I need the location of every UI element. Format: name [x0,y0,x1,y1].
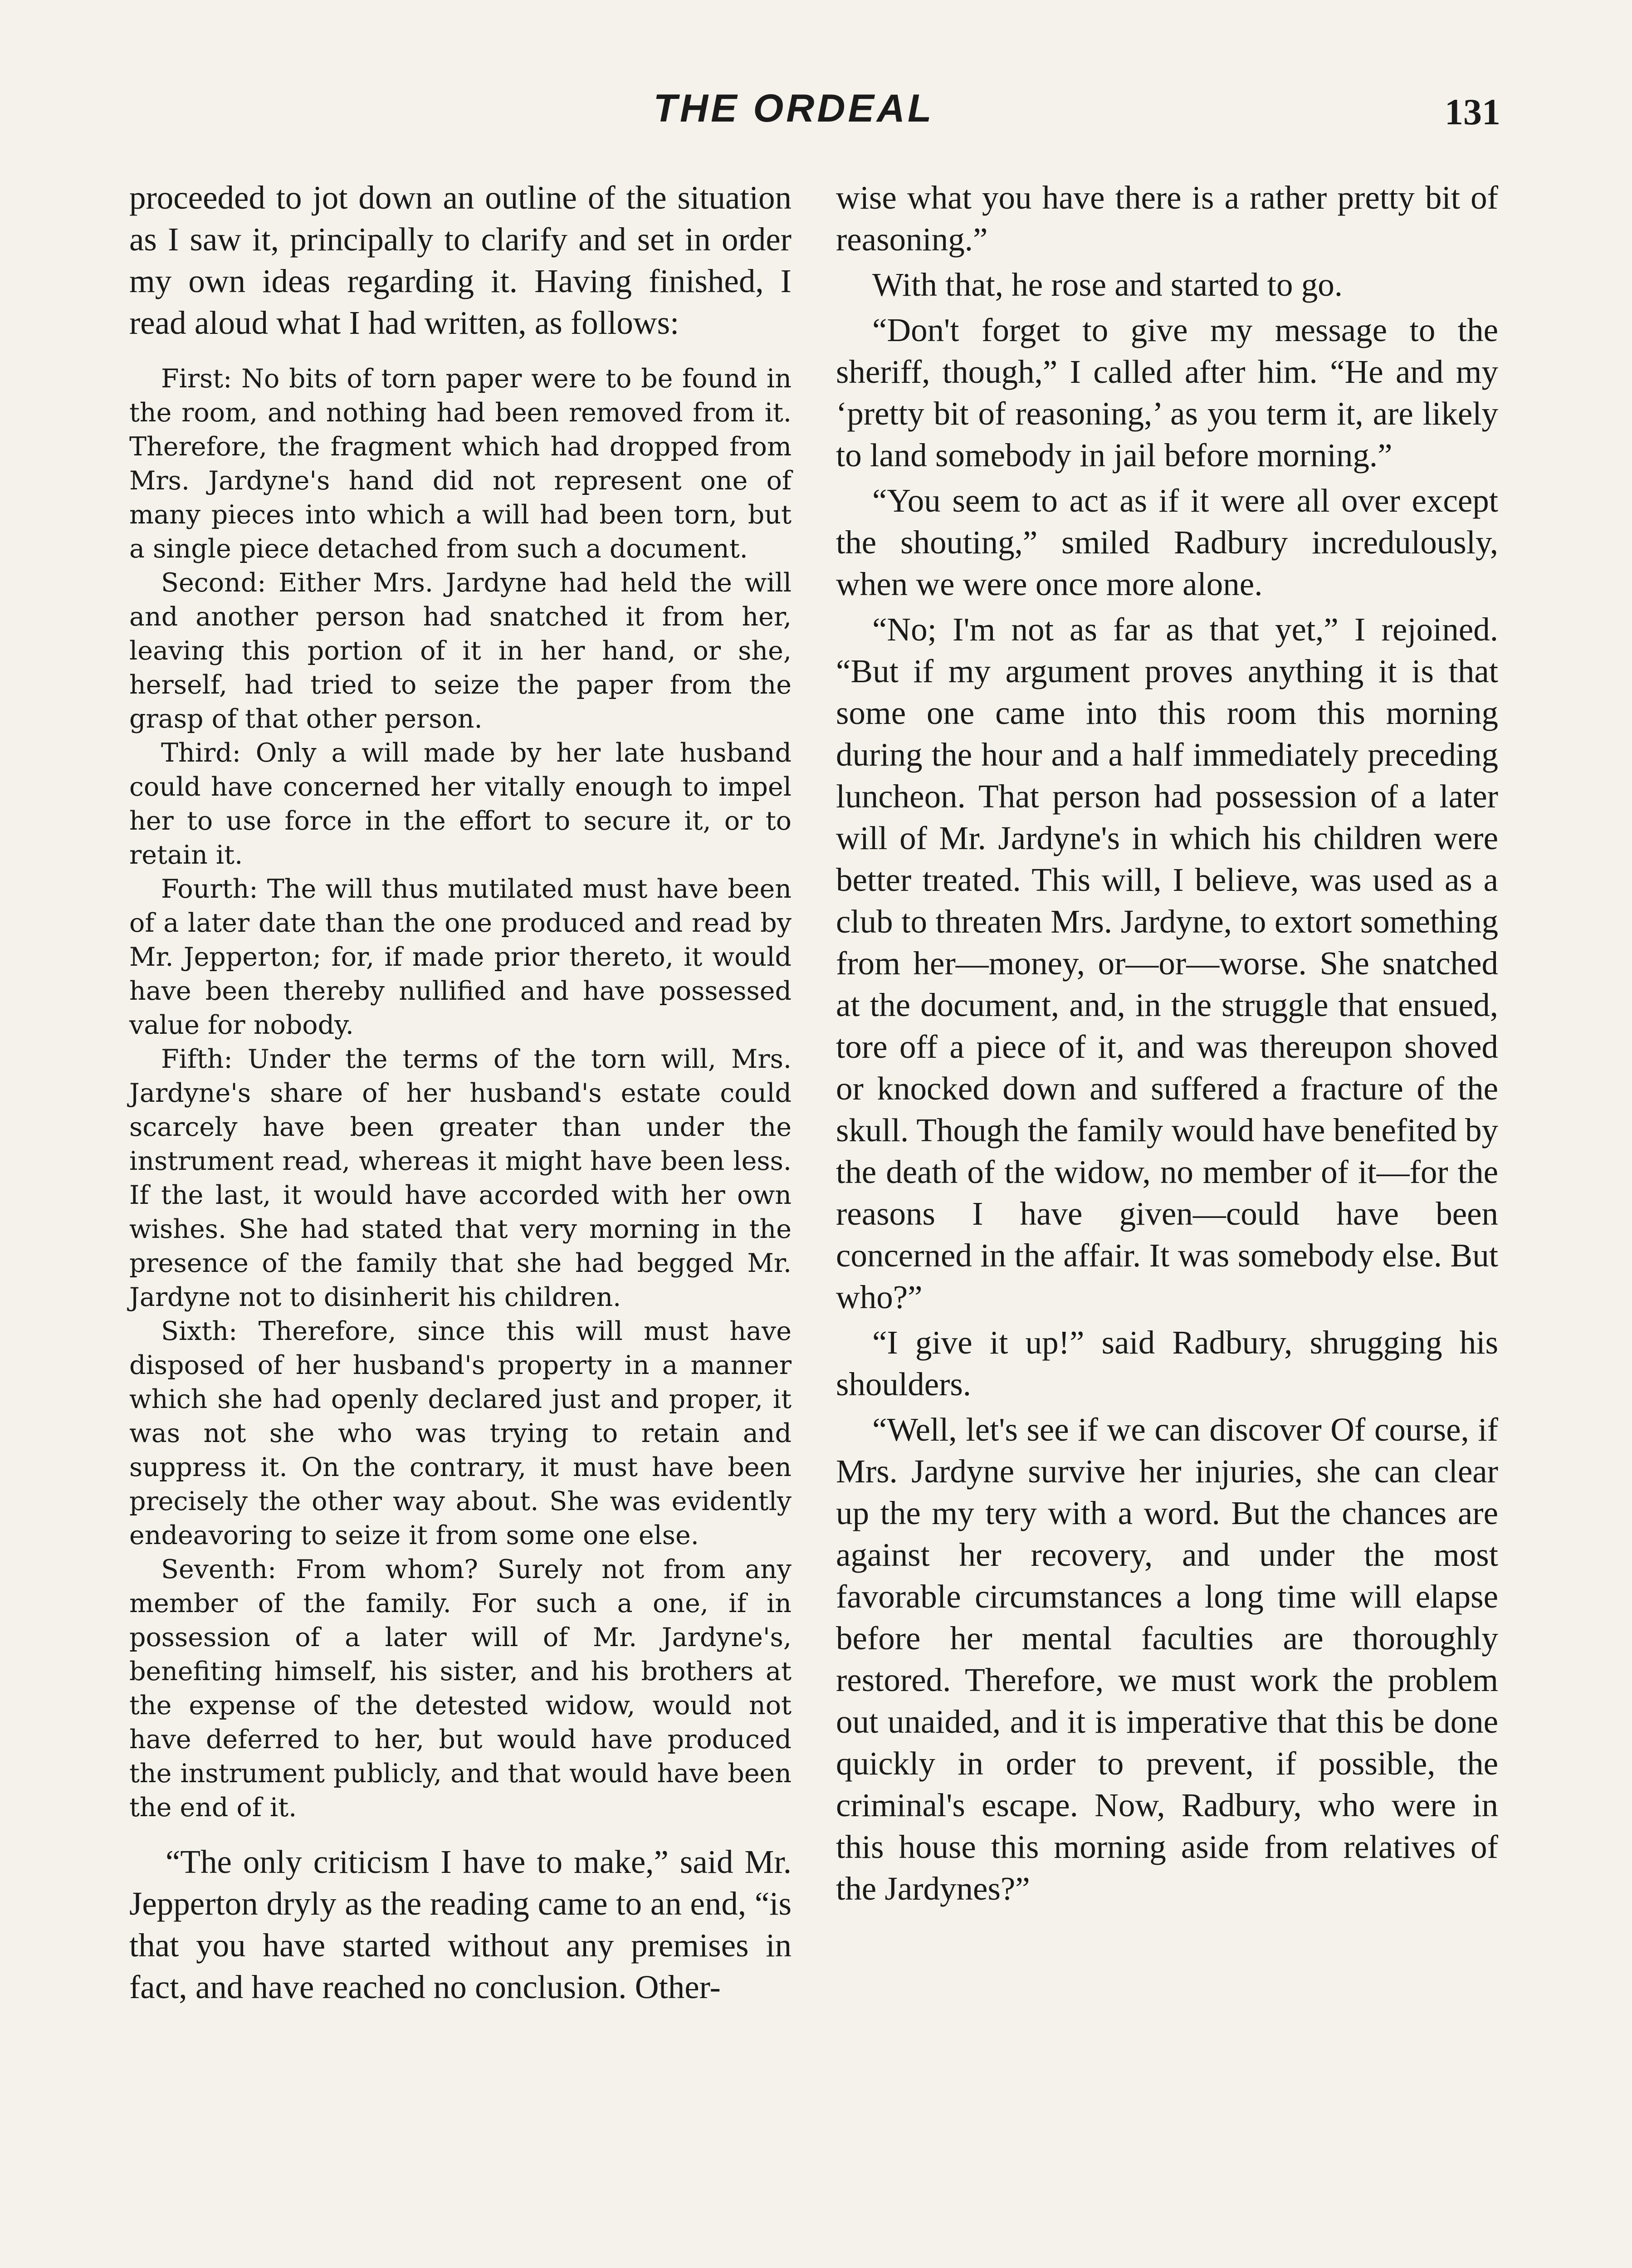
paragraph: “Don't forget to give my message to the sheriff, though,” I called after him. “He and my ‘pretty bit of reasoning,’ as you term it, are likely to land somebody in jail before morning.” [836,312,1498,474]
outline-item-fourth [129,872,792,1042]
paragraph: With that, he rose and started to go. [872,266,1343,303]
outline-text: The will thus mutilated must have been of a later date than the one produced and read by Mr. Jepperton; for, if made prior thereto, it would have been thereby nullified and have possessed value for nobody. [129,874,792,1040]
running-title: THE ORDEAL [653,87,934,130]
outline-item-sixth [129,1315,792,1553]
outline-text: Either Mrs. Jardyne had held the will and another person had snatched it from her, leaving this portion of it in her hand, or she, herself, had tried to seize the paper from the grasp of that other person. [129,568,792,734]
right-column [836,177,1498,1910]
outline-item-fifth [129,1042,792,1315]
paragraph: “Well, let's see if we can discover Of course, if Mrs. Jardyne survive her injuries, she can clear up the my tery with a word. But the chances are against her recovery, and under the most favorable circumstances a long time will elapse before her mental faculties are thoroughly restored. Therefore, we must work the problem out unaided, and it is imperative that this be done quickly in order to prevent, if possible, the criminal's escape. Now, Radbury, who were in this house this morning aside from relatives of the Jardynes?” [836,1411,1498,1907]
paragraph: “No; I'm not as far as that yet,” I rejoined. “But if my argument proves anything it is that some one came into this room this morning during the hour and a half immediately preceding luncheon. That person had possession of a later will of Mr. Jardyne's in which his children were better treated. This will, I believe, was used as a club to threaten Mrs. Jardyne, to extort something from her—money, or—or—worse. She snatched at the document, and, in the struggle that ensued, tore off a piece of it, and was thereupon shoved or knocked down and suffered a fracture of the skull. Though the family would have benefited by the death of the widow, no member of it—for the reasons I have given—could have been concerned in the affair. It was somebody else. But who?” [836,611,1498,1315]
paragraph: wise what you have there is a rather pretty bit of reasoning.” [836,179,1498,258]
closing-paragraph: “The only criticism I have to make,” said Mr. Jepperton dryly as the reading came to an end, “is that you have started without any premises in fact, and have reached no conclusion. Other- [129,1843,792,2005]
outline-lead: Second: [161,568,266,598]
left-column [129,177,792,2008]
paragraph: “You seem to act as if it were all over except the shouting,” smiled Radbury incredulously, when we were once more alone. [836,482,1498,602]
outline-text: From whom? Surely not from any member of the family. For such a one, if in possession of a later will of Mr. Jardyne's, benefiting himself, his sister, and his brothers at the expense of the detested widow, would not have deferred to her, but would have produced the instrument publicly, and that would have been the end of it. [129,1554,792,1823]
page-number: 131 [1445,91,1500,132]
outline-lead: Seventh: [161,1554,277,1584]
outline-lead: Fifth: [161,1044,233,1074]
outline-text: Therefore, since this will must have disposed of her husband's property in a manner which she had openly declared just and proper, it was not she who was trying to retain and suppress it. On the contrary, it must have been precisely the other way about. She was evidently endeavoring to seize it from some one else. [129,1316,792,1550]
outline-lead: Third: [161,738,241,768]
outline-text: Only a will made by her late husband could have concerned her vitally enough to impel her to use force in the effort to secure it, or to retain it. [129,738,792,870]
outline-lead: Sixth: [161,1316,238,1346]
outline-list [129,362,792,1825]
outline-item-first [129,362,792,566]
outline-lead: First: [161,364,232,394]
outline-item-second [129,566,792,736]
paragraph: “I give it up!” said Radbury, shrugging his shoulders. [836,1324,1498,1403]
outline-item-third [129,736,792,872]
intro-paragraph: proceeded to jot down an outline of the situation as I saw it, principally to clarify and set in order my own ideas regarding it. Having finished, I read aloud what I had written, as follows: [129,179,792,341]
outline-text: Under the terms of the torn will, Mrs. Jardyne's share of her husband's estate could scarcely have been greater than under the instrument read, whereas it might have been less. If the last, it would have accorded with her own wishes. She had stated that very morning in the presence of the family that she had begged Mr. Jardyne not to disinherit his children. [129,1044,792,1312]
outline-text: No bits of torn paper were to be found in the room, and nothing had been removed from it. Therefore, the fragment which had dropped from Mrs. Jardyne's hand did not represent one of many pieces into which a will had been torn, but a single piece detached from such a document. [129,364,792,564]
outline-item-seventh [129,1553,792,1825]
outline-lead: Fourth: [161,874,258,904]
